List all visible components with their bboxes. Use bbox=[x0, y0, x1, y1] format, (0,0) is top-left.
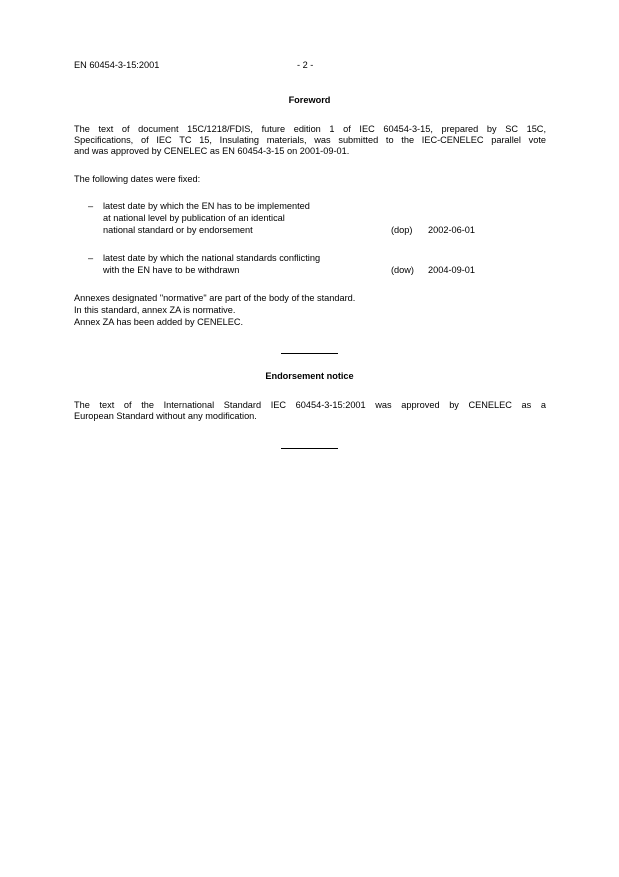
annex-line: Annexes designated "normative" are part of the body of the standard. bbox=[74, 293, 356, 303]
date-item-text: latest date by which the national standards conflicting bbox=[103, 253, 321, 263]
foreword-paragraph-line: and was approved by CENELEC as EN 60454-3-15 on 2001-09-01. bbox=[74, 146, 350, 156]
list-dash: – bbox=[88, 201, 94, 211]
foreword-paragraph-line: Specifications, of IEC TC 15, Insulating materials, was submitted to the IEC-CENELEC parallel vote bbox=[74, 135, 546, 145]
date-code: (dop) bbox=[391, 225, 413, 235]
endorsement-title: Endorsement notice bbox=[265, 371, 354, 381]
section-divider bbox=[281, 353, 338, 354]
endorsement-paragraph-line: European Standard without any modification. bbox=[74, 411, 257, 421]
date-item-text: at national level by publication of an identical bbox=[103, 213, 285, 223]
list-dash: – bbox=[88, 253, 94, 263]
foreword-paragraph bbox=[74, 124, 546, 157]
date-code: (dow) bbox=[391, 265, 414, 275]
endorsement-paragraph-line: The text of the International Standard IEC 60454-3-15:2001 was approved by CENELEC as a bbox=[74, 400, 546, 410]
annex-line: Annex ZA has been added by CENELEC. bbox=[74, 317, 244, 327]
date-value: 2004-09-01 bbox=[428, 265, 475, 275]
date-value: 2002-06-01 bbox=[428, 225, 475, 235]
document-id: EN 60454-3-15:2001 bbox=[74, 60, 160, 70]
endorsement-paragraph bbox=[74, 400, 546, 422]
foreword-title: Foreword bbox=[288, 95, 331, 105]
date-item-text: with the EN have to be withdrawn bbox=[103, 265, 240, 275]
annex-line: In this standard, annex ZA is normative. bbox=[74, 305, 236, 315]
dates-intro: The following dates were fixed: bbox=[74, 174, 201, 184]
foreword-paragraph-line: The text of document 15C/1218/FDIS, future edition 1 of IEC 60454-3-15, prepared by SC 15C, bbox=[74, 124, 546, 134]
date-item-text: latest date by which the EN has to be implemented bbox=[103, 201, 310, 211]
page-number: - 2 - bbox=[297, 60, 314, 70]
section-divider bbox=[281, 448, 338, 449]
date-item-text: national standard or by endorsement bbox=[103, 225, 253, 235]
